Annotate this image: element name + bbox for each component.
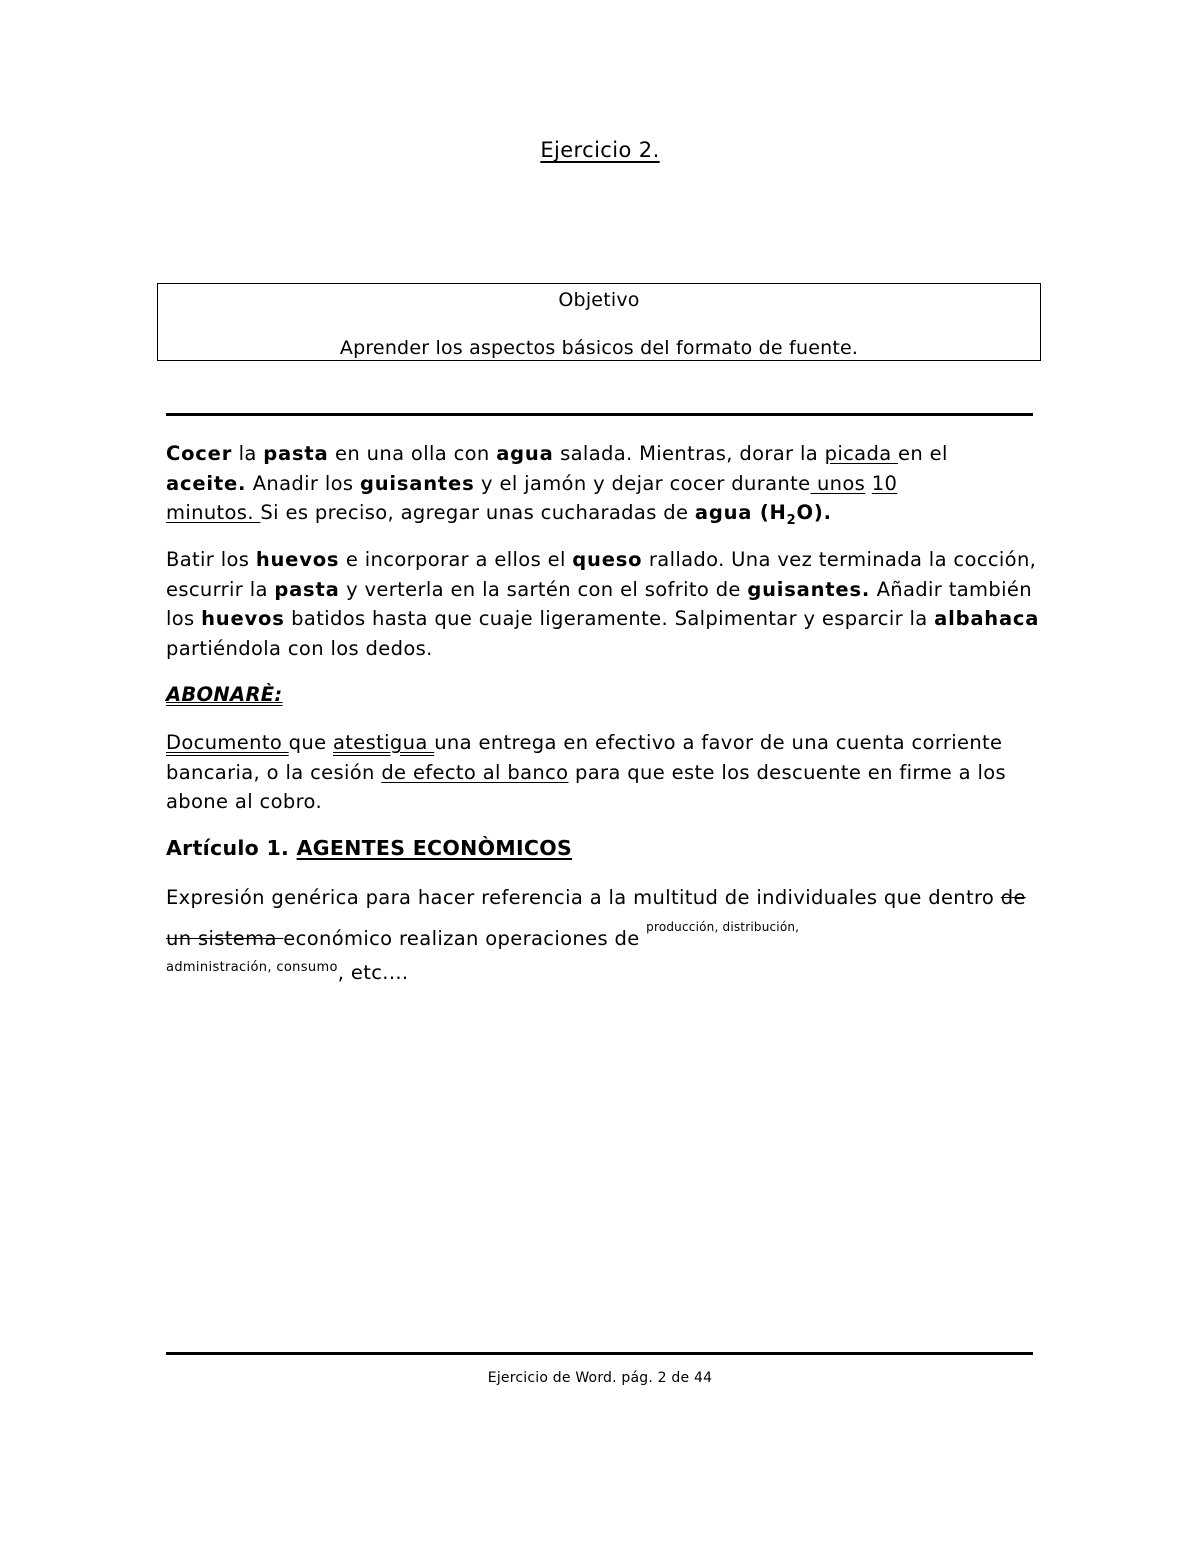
text-run: Batir los	[166, 548, 256, 571]
paragraph-definition	[166, 728, 1046, 817]
bold-word: guisantes	[359, 471, 475, 495]
text-run: partiéndola con los dedos.	[166, 636, 433, 660]
text-run: Añadir también los	[166, 577, 1032, 630]
text-run: en una olla con	[328, 442, 497, 465]
underlined-text: unos	[810, 471, 866, 495]
text-run: salada. Mientras, dorar la	[553, 442, 825, 465]
page-footer: Ejercicio de Word. pág. 2 de 44	[487, 1370, 713, 1386]
bold-word: queso	[572, 548, 643, 571]
bold-word: guisantes.	[747, 577, 871, 601]
bold-word: huevos	[255, 548, 340, 571]
text-run: Si es preciso, agregar unas cucharadas de	[260, 501, 695, 524]
bold-word: pasta	[274, 577, 340, 601]
bold-word: aceite.	[166, 471, 247, 495]
double-underlined-text: atestigua	[333, 731, 435, 754]
text-run: e incorporar a ellos el	[339, 548, 573, 571]
superscript-text: producción, distribución,	[646, 919, 800, 934]
text-run: y verterla en la sartén con el sofrito de	[339, 577, 748, 601]
text-run: una entrega en efectivo a favor de una cuenta corriente bancaria, o la cesión	[166, 731, 1003, 784]
strikethrough-text: de un sistema	[166, 886, 1026, 950]
bold-word: albahaca	[934, 607, 1040, 630]
bold-word: O).	[796, 501, 832, 524]
bold-word: huevos	[201, 607, 285, 630]
small-text: administración, consumo	[166, 960, 338, 975]
paragraph-agents-continued	[166, 957, 1046, 984]
underlined-text: de efecto al banco	[381, 760, 569, 784]
text-run: Expresión genérica para hacer referencia a la multitud de individuales que dentro	[166, 886, 1001, 909]
subscript: 2	[786, 512, 797, 528]
bold-word: Cocer	[166, 442, 233, 465]
bold-word: agua	[496, 442, 554, 465]
text-run: y el jamón y dejar cocer durante	[474, 471, 811, 495]
bold-word: agua (H	[694, 501, 787, 524]
bold-word: pasta	[263, 442, 329, 465]
objective-text: Aprender los aspectos básicos del formato de fuente.	[339, 337, 859, 359]
double-underlined-text: Documento	[166, 731, 289, 754]
underlined-text: picada	[824, 442, 899, 465]
paragraph-recipe-1	[166, 439, 1046, 535]
text-run: la	[232, 442, 264, 465]
article-prefix: Artículo 1.	[166, 836, 297, 860]
text-run: en el	[898, 442, 948, 465]
underlined-text: 10	[871, 471, 898, 495]
underlined-text: minutos.	[166, 501, 261, 524]
text-run: económico realizan operaciones de	[283, 926, 647, 950]
text-run: Anadir los	[246, 471, 360, 495]
text-run: rallado. Una vez terminada la cocción, escurrir la	[166, 548, 1037, 601]
divider-top	[166, 413, 1033, 416]
divider-bottom	[166, 1352, 1033, 1355]
abonare-heading: ABONARÈ:	[166, 683, 283, 706]
text-run: batidos hasta que cuaje ligeramente. Salpimentar y esparcir la	[284, 607, 935, 630]
paragraph-agents	[166, 883, 1046, 953]
text-run: que	[288, 731, 333, 754]
text-run: , etc....	[337, 961, 409, 984]
paragraph-recipe-2	[166, 545, 1046, 663]
article-title: AGENTES ECONÒMICOS	[296, 836, 573, 860]
page-title: Ejercicio 2.	[540, 138, 660, 162]
objective-heading: Objetivo	[558, 289, 640, 311]
article-heading	[166, 834, 1046, 864]
objective-box	[157, 283, 1041, 361]
text-run: para que este los descuente en firme a los abone al cobro.	[166, 760, 1007, 813]
